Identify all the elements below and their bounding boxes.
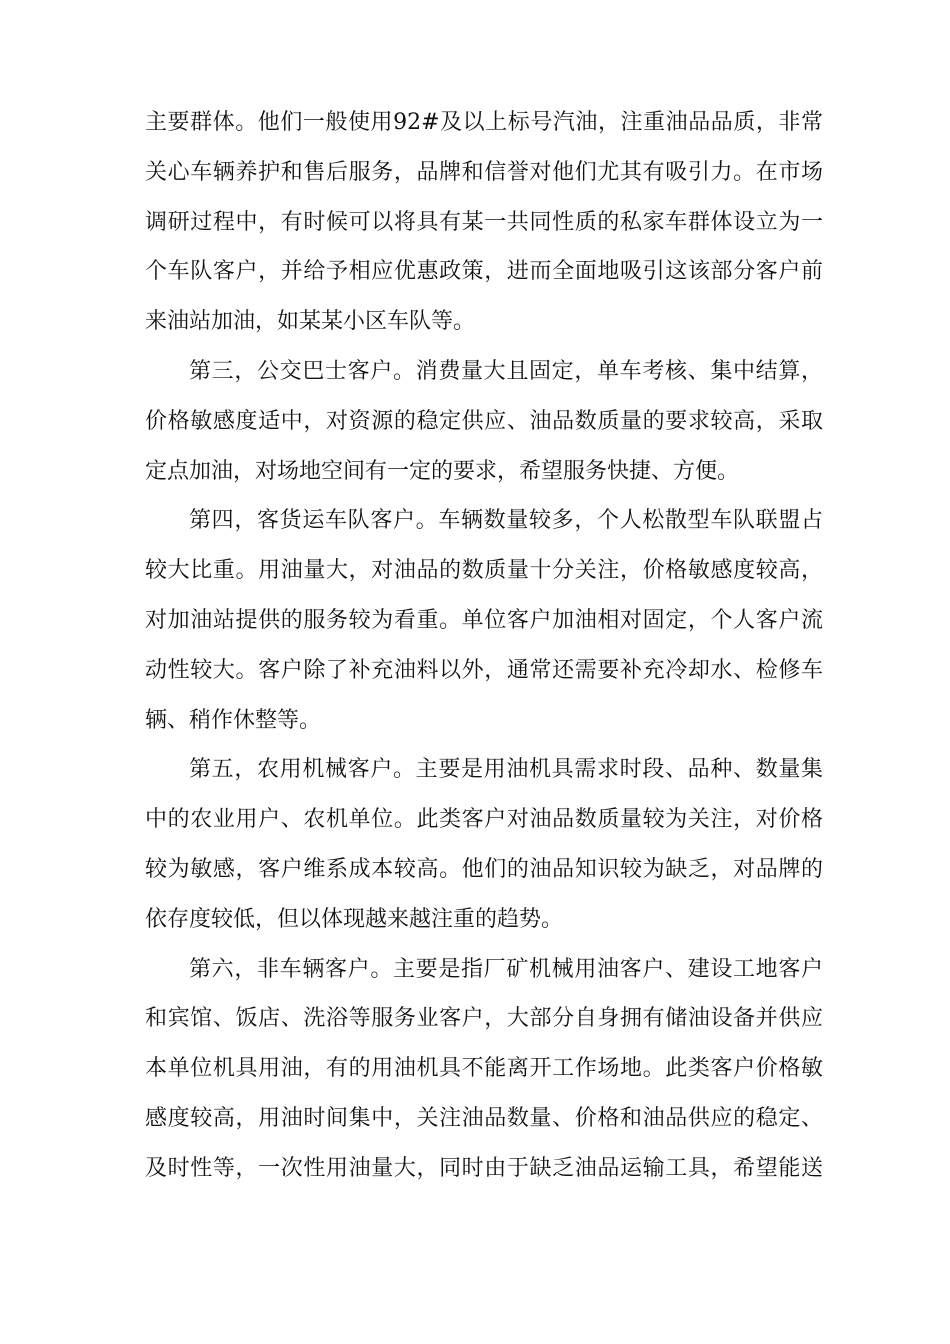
text-line: 依存度较低，但以体现越来越注重的趋势。: [145, 906, 564, 932]
text-line: 本单位机具用油，有的用油机具不能离开工作场地。此类客户价格敏: [145, 1056, 823, 1082]
text-line: 中的农业用户、农机单位。此类客户对油品数质量较为关注，对价格: [145, 807, 823, 833]
text-line: 个车队客户，并给予相应优惠政策，进而全面地吸引这该部分客户前: [145, 259, 823, 285]
text-line: 第六，非车辆客户。主要是指厂矿机械用油客户、建设工地客户: [189, 956, 823, 982]
text-line: 动性较大。客户除了补充油料以外，通常还需要补充冷却水、检修车: [145, 657, 823, 683]
text-line: 来油站加油，如某某小区车队等。: [145, 309, 476, 335]
text-line: 较为敏感，客户维系成本较高。他们的油品知识较为缺乏，对品牌的: [145, 856, 823, 882]
body-text: [145, 98, 823, 1194]
text-line: 对加油站提供的服务较为看重。单位客户加油相对固定，个人客户流: [145, 607, 823, 633]
text-line: 关心车辆养护和售后服务，品牌和信誉对他们尤其有吸引力。在市场: [145, 159, 823, 185]
text-line: 和宾馆、饭店、洗浴等服务业客户，大部分自身拥有储油设备并供应: [145, 1006, 823, 1032]
text-line: 主要群体。他们一般使用92#及以上标号汽油，注重油品品质，非常: [145, 110, 823, 135]
text-line: 第五，农用机械客户。主要是用油机具需求时段、品种、数量集: [189, 757, 823, 783]
text-line: 价格敏感度适中，对资源的稳定供应、油品数质量的要求较高，采取: [145, 408, 823, 434]
text-line: 第三，公交巴士客户。消费量大且固定，单车考核、集中结算，: [189, 358, 823, 384]
text-line: 较大比重。用油量大，对油品的数质量十分关注，价格敏感度较高，: [145, 558, 823, 584]
text-line: 及时性等，一次性用油量大，同时由于缺乏油品运输工具，希望能送: [145, 1155, 823, 1181]
text-line: 定点加油，对场地空间有一定的要求，希望服务快捷、方便。: [145, 458, 740, 484]
text-line: 辆、稍作休整等。: [145, 707, 322, 733]
text-line: 第四，客货运车队客户。车辆数量较多，个人松散型车队联盟占: [189, 508, 823, 534]
text-line: 感度较高，用油时间集中，关注油品数量、价格和油品供应的稳定、: [145, 1105, 823, 1131]
text-line: 调研过程中，有时候可以将具有某一共同性质的私家车群体设立为一: [145, 209, 823, 235]
